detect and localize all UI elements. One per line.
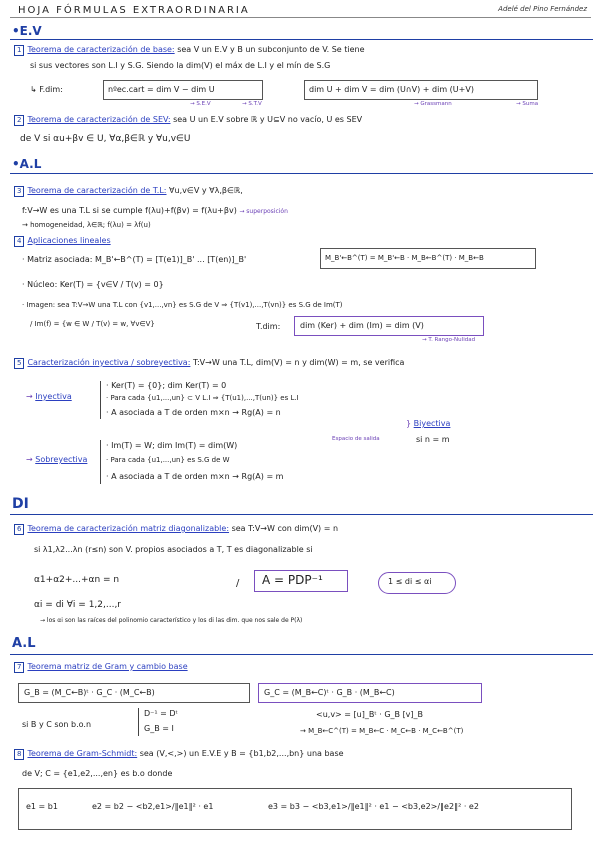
theorem-2-text2: de V si αu+βv ∈ U, ∀α,β∈ℝ y ∀u,v∈U bbox=[20, 134, 191, 144]
theorem-3-cond: ∀u,v∈V y ∀λ,β∈ℝ, bbox=[169, 186, 243, 195]
tdim-note: → T. Rango-Nulidad bbox=[422, 337, 476, 343]
theorem-3-text1 bbox=[22, 206, 288, 215]
section-al1-heading: •A.L bbox=[12, 157, 42, 171]
page-title: HOJA FÓRMULAS EXTRAORDINARIA bbox=[18, 5, 250, 16]
gram-formula-1: G_B = (M_C←B)ᵗ · G_C · (M_C←B) bbox=[24, 688, 155, 697]
inyectiva-cond3: · A asociada a T de orden m×n → Rg(A) = n bbox=[106, 408, 281, 417]
biyectiva-label bbox=[406, 419, 450, 428]
diag-cond2: αi = di ∀i = 1,2,...,r bbox=[34, 600, 122, 610]
diag-ineq: 1 ≤ di ≤ αi bbox=[388, 577, 432, 586]
fdim-label: ↳ F.dim: bbox=[30, 85, 63, 94]
fdim-note-sev: → S.E.V bbox=[190, 101, 211, 107]
theorem-3-title: Teorema de caracterización de T.L: bbox=[27, 186, 167, 195]
theorem-3-line bbox=[14, 186, 243, 197]
diag-cond1: α1+α2+...+αn = n bbox=[34, 575, 120, 585]
theorem-1-line bbox=[14, 45, 365, 56]
theorem-7-title: Teorema matriz de Gram y cambio base bbox=[27, 662, 188, 671]
theorem-3-note1: → superposición bbox=[239, 208, 288, 215]
theorem-5-number: 5 bbox=[14, 358, 24, 369]
diag-formula: A = PDP⁻¹ bbox=[262, 573, 323, 587]
biyectiva-cond: si n = m bbox=[416, 435, 450, 444]
theorem-7-line bbox=[14, 662, 188, 673]
fdim-note-stv: → S.T.V bbox=[242, 101, 262, 107]
fdim-note-suma: → Suma bbox=[516, 101, 539, 107]
theorem-1-title: Teorema de caracterización de base: bbox=[27, 45, 175, 54]
gs-e1: e1 = b1 bbox=[26, 802, 58, 811]
bon-cond: si B y C son b.o.n bbox=[22, 720, 92, 729]
sobreyectiva-cond3: · A asociada a T de orden m×n → Rg(A) = m bbox=[106, 472, 284, 481]
theorem-2-number: 2 bbox=[14, 115, 24, 126]
nucleo-def: · Núcleo: Ker(T) = {v∈V / T(v) = 0} bbox=[22, 280, 164, 289]
theorem-3-text1-main: f:V→W es una T.L si se cumple f(λu)+f(βv) = f(λu+βv) bbox=[22, 206, 237, 215]
matrix-change: M_B'←B^(T) = M_B'←B · M_B←B^(T) · M_B←B bbox=[325, 254, 484, 262]
inyectiva-cond2: · Para cada {u1,...,un} ⊂ V L.I ⇒ {T(u1),...,T(un)} es L.I bbox=[106, 394, 299, 402]
matrix-line bbox=[22, 255, 246, 264]
header-divider bbox=[10, 17, 591, 18]
inyectiva-bullet: → bbox=[26, 392, 33, 401]
sobreyectiva-bullet: → bbox=[26, 455, 33, 464]
fdim-note-grassmann: → Grassmann bbox=[414, 101, 452, 107]
theorem-4-line bbox=[14, 236, 111, 247]
theorem-2-title: Teorema de caracterización de SEV: bbox=[27, 115, 171, 124]
theorem-1-text2: si sus vectores son L.I y S.G. Siendo la dim(V) el máx de L.I y el mín de S.G bbox=[30, 61, 331, 70]
theorem-7-number: 7 bbox=[14, 662, 24, 673]
theorem-3-text2: → homogeneidad, λ∈ℝ; f(λu) = λf(u) bbox=[22, 221, 151, 229]
author-name: Adelé del Pino Fernández bbox=[498, 5, 587, 13]
section-al2-divider bbox=[10, 654, 593, 655]
theorem-6-text2: si λ1,λ2...λn (r≤n) son V. propios asociados a T, T es diagonalizable si bbox=[34, 545, 313, 554]
theorem-5-title: Caracterización inyectiva / sobreyectiva: bbox=[27, 358, 191, 367]
theorem-6-line bbox=[14, 524, 338, 535]
section-ev-divider bbox=[10, 39, 593, 40]
theorem-8-title: Teorema de Gram-Schmidt: bbox=[27, 749, 138, 758]
matrix-mbc: → M_B←C^(T) = M_B←C · M_C←B · M_C←B^(T) bbox=[300, 727, 464, 735]
theorem-4-number: 4 bbox=[14, 236, 24, 247]
section-al2-heading: A.L bbox=[12, 636, 36, 651]
inyectiva-label bbox=[26, 392, 72, 401]
diag-note: → los αi son las raíces del polinomio característico y los di las dim. que nos sale de P(λ) bbox=[40, 617, 303, 624]
theorem-8-number: 8 bbox=[14, 749, 24, 760]
theorem-2-text1: sea U un E.V sobre ℝ y U⊆V no vacío, U es SEV bbox=[173, 115, 363, 124]
diag-slash: / bbox=[236, 578, 240, 589]
sobreyectiva-note: Espacio de salida bbox=[332, 436, 380, 442]
biyectiva-bullet: } bbox=[406, 419, 414, 428]
matrix-formula: M_B'←B^(T) = [T(e1)]_B' ... [T(en)]_B' bbox=[95, 255, 247, 264]
sobreyectiva-text: Sobreyectiva bbox=[35, 455, 88, 464]
section-al1-divider bbox=[10, 173, 593, 174]
theorem-1-text1: sea V un E.V y B un subconjunto de V. Se tiene bbox=[177, 45, 365, 54]
sobreyectiva-cond2: · Para cada {u1,...,un} es S.G de W bbox=[106, 456, 230, 464]
gram-formula-2: G_C = (M_B←C)ᵗ · G_B · (M_B←C) bbox=[264, 688, 395, 697]
bon-1: D⁻¹ = Dᵗ bbox=[144, 709, 178, 718]
gs-e3: e3 = b3 − <b3,e1>/‖e1‖² · e1 − <b3,e2>/‖e2‖² · e2 bbox=[268, 802, 479, 811]
theorem-6-number: 6 bbox=[14, 524, 24, 535]
theorem-3-number: 3 bbox=[14, 186, 24, 197]
matrix-label: · Matriz asociada: bbox=[22, 255, 93, 264]
inyectiva-brace bbox=[100, 381, 101, 419]
theorem-6-title: Teorema de caracterización matriz diagonalizable: bbox=[27, 524, 230, 533]
fdim-formula-1: nºec.cart = dim V − dim U bbox=[108, 85, 215, 94]
theorem-4-title: Aplicaciones lineales bbox=[27, 236, 111, 245]
section-di-heading: DI bbox=[12, 496, 29, 512]
fdim-formula-2: dim U + dim V = dim (U∩V) + dim (U+V) bbox=[309, 85, 474, 94]
inner-product: <u,v> = [u]_Bᵗ · G_B [v]_B bbox=[316, 710, 424, 719]
theorem-8-line bbox=[14, 749, 344, 760]
inyectiva-cond1: · Ker(T) = {0}; dim Ker(T) = 0 bbox=[106, 381, 227, 390]
theorem-5-line bbox=[14, 358, 404, 369]
imagen-def: · Imagen: sea T:V→W una T.L con {v1,...,vn} es S.G de V ⇒ {T(v1),...,T(vn)} es S.G de Im(T) bbox=[22, 301, 343, 309]
tdim-label: T.dim: bbox=[256, 322, 281, 331]
theorem-6-text1: sea T:V→W con dim(V) = n bbox=[231, 524, 339, 533]
bon-2: G_B = I bbox=[144, 724, 174, 733]
theorem-8-text2: de V; C = {e1,e2,...,en} es b.o donde bbox=[22, 769, 173, 778]
theorem-5-text: T:V→W una T.L, dim(V) = n y dim(W) = m, se verifica bbox=[192, 358, 405, 367]
sobreyectiva-cond1: · Im(T) = W; dim Im(T) = dim(W) bbox=[106, 441, 238, 450]
sobreyectiva-label bbox=[26, 455, 87, 464]
section-ev-heading: •E.V bbox=[12, 24, 42, 38]
theorem-8-text1: sea (V,<,>) un E.V.E y B = {b1,b2,...,bn} una base bbox=[139, 749, 344, 758]
tdim-formula: dim (Ker) + dim (Im) = dim (V) bbox=[300, 321, 424, 330]
bon-brace bbox=[138, 708, 139, 736]
section-di-divider bbox=[10, 514, 593, 515]
biyectiva-text: Biyectiva bbox=[413, 419, 451, 428]
gs-e2: e2 = b2 − <b2,e1>/‖e1‖² · e1 bbox=[92, 802, 214, 811]
imagen-def2: / Im(f) = {w ∈ W / T(v) = w, ∀v∈V} bbox=[30, 320, 155, 328]
theorem-1-number: 1 bbox=[14, 45, 24, 56]
inyectiva-text: Inyectiva bbox=[35, 392, 72, 401]
theorem-2-line bbox=[14, 115, 362, 126]
sobreyectiva-brace bbox=[100, 440, 101, 484]
